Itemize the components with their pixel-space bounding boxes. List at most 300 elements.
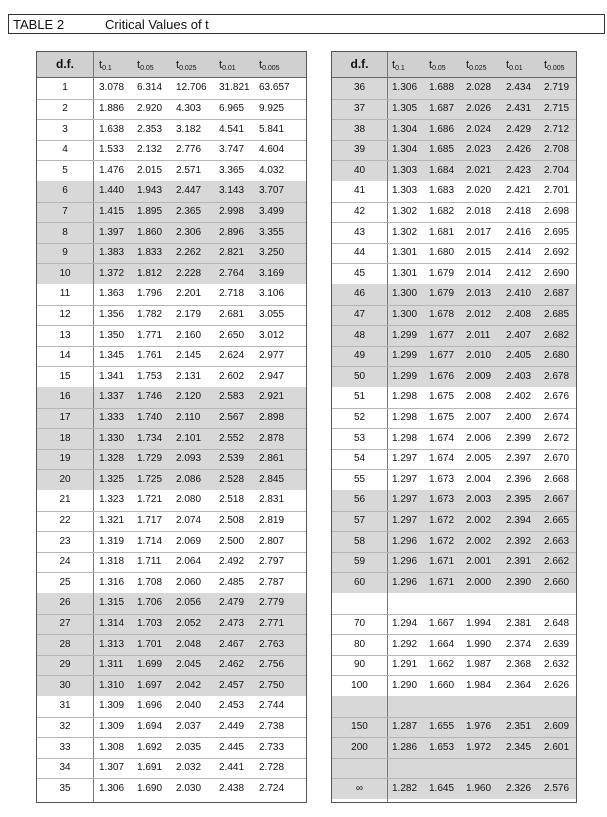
critical-value: 2.678 [544, 370, 570, 382]
header-t0025 [176, 60, 197, 74]
critical-value: 1.307 [99, 762, 125, 774]
critical-value: 4.303 [176, 102, 202, 114]
critical-value: 2.004 [466, 473, 492, 485]
critical-value: 2.326 [506, 782, 532, 794]
critical-value: 1.683 [429, 185, 455, 197]
critical-value: 1.301 [392, 247, 418, 259]
row-separator [332, 531, 576, 532]
row-separator [332, 119, 576, 120]
header-t0005 [544, 60, 565, 74]
row-separator [37, 366, 306, 367]
df-value: 41 [353, 185, 366, 197]
critical-value: 2.396 [506, 473, 532, 485]
critical-value: 1.397 [99, 226, 125, 238]
critical-value: 1.678 [429, 308, 455, 320]
table-number: TABLE 2 [13, 17, 65, 32]
row-separator [332, 263, 576, 264]
critical-value: 2.002 [466, 535, 492, 547]
critical-value: 2.015 [137, 164, 163, 176]
critical-value: 2.797 [259, 556, 285, 568]
df-value: 37 [353, 102, 366, 114]
critical-value: 2.650 [219, 329, 245, 341]
critical-value: 2.392 [506, 535, 532, 547]
critical-value: 2.715 [544, 102, 570, 114]
critical-value: 2.692 [544, 247, 570, 259]
critical-value: 1.314 [99, 617, 125, 629]
critical-value: 2.000 [466, 576, 492, 588]
critical-value: 2.685 [544, 308, 570, 320]
critical-value: 3.250 [259, 247, 285, 259]
row-separator [37, 222, 306, 223]
critical-value: 1.363 [99, 288, 125, 300]
critical-value: 2.831 [259, 494, 285, 506]
df-value: 2 [62, 102, 68, 114]
row-separator [37, 325, 306, 326]
df-value: 38 [353, 123, 366, 135]
critical-value: 1.860 [137, 226, 163, 238]
row-separator [37, 469, 306, 470]
critical-value: 2.528 [219, 473, 245, 485]
critical-value: 1.303 [392, 164, 418, 176]
critical-value: 1.671 [429, 576, 455, 588]
df-value: 90 [353, 659, 366, 671]
critical-value: 2.368 [506, 659, 532, 671]
table-title: Critical Values of t [105, 17, 209, 32]
critical-value: 3.012 [259, 329, 285, 341]
critical-value: 2.080 [176, 494, 202, 506]
critical-value: 2.403 [506, 370, 532, 382]
critical-value: 1.297 [392, 514, 418, 526]
critical-value: 1.699 [137, 659, 163, 671]
df-value: 36 [353, 82, 366, 94]
row-separator [332, 305, 576, 306]
critical-value: 1.341 [99, 370, 125, 382]
critical-value: 1.321 [99, 514, 125, 526]
df-value: 24 [59, 556, 71, 568]
df-value: 150 [351, 720, 368, 732]
critical-value: 3.169 [259, 267, 285, 279]
critical-value: 1.304 [392, 123, 418, 135]
row-separator [332, 614, 576, 615]
row-separator [37, 552, 306, 553]
df-value: 32 [59, 720, 71, 732]
critical-value: 2.609 [544, 720, 570, 732]
df-value: 49 [353, 350, 366, 362]
df-value: 35 [59, 782, 71, 794]
df-value: 17 [59, 411, 71, 423]
critical-value: 1.734 [137, 432, 163, 444]
critical-value: 3.707 [259, 185, 285, 197]
critical-value: 2.364 [506, 679, 532, 691]
df-value: 4 [62, 144, 68, 156]
critical-value: 2.374 [506, 638, 532, 650]
critical-value: 1.673 [429, 494, 455, 506]
row-separator [37, 511, 306, 512]
critical-value: 2.632 [544, 659, 570, 671]
header-t-subscript: 0.025 [179, 65, 197, 72]
row-separator [37, 408, 306, 409]
critical-value: 1.299 [392, 350, 418, 362]
critical-value: 2.718 [219, 288, 245, 300]
critical-value: 2.052 [176, 617, 202, 629]
df-value: 11 [59, 288, 71, 300]
critical-value: 2.665 [544, 514, 570, 526]
df-value: 29 [59, 659, 71, 671]
critical-value: 2.405 [506, 350, 532, 362]
critical-value: 1.294 [392, 617, 418, 629]
row-separator [37, 572, 306, 573]
critical-value: 2.776 [176, 144, 202, 156]
critical-value: 2.069 [176, 535, 202, 547]
critical-value: 1.684 [429, 164, 455, 176]
df-value: 33 [59, 741, 71, 753]
critical-value: 2.032 [176, 762, 202, 774]
header-t01 [99, 60, 112, 74]
critical-value: 1.383 [99, 247, 125, 259]
header-t-subscript: 0.005 [262, 65, 280, 72]
critical-value: 2.120 [176, 391, 202, 403]
header-t-subscript: 0.025 [469, 65, 487, 72]
row-separator [37, 140, 306, 141]
critical-value: 1.886 [99, 102, 125, 114]
df-value: 6 [62, 185, 68, 197]
critical-value: 2.674 [544, 411, 570, 423]
critical-value: 2.704 [544, 164, 570, 176]
critical-value: 1.301 [392, 267, 418, 279]
critical-value: 2.306 [176, 226, 202, 238]
critical-value: 1.994 [466, 617, 492, 629]
header-t-symbol: t [259, 59, 263, 71]
critical-value: 1.297 [392, 473, 418, 485]
critical-value: 1.305 [392, 102, 418, 114]
critical-value: 2.014 [466, 267, 492, 279]
critical-value: 1.303 [392, 185, 418, 197]
row-separator [37, 119, 306, 120]
df-value: 34 [59, 762, 71, 774]
df-value: 22 [59, 514, 71, 526]
df-value: 47 [353, 308, 366, 320]
critical-value: 2.007 [466, 411, 492, 423]
df-value: 42 [353, 205, 366, 217]
df-value: 30 [59, 679, 71, 691]
critical-value: 1.677 [429, 329, 455, 341]
critical-value: 1.664 [429, 638, 455, 650]
df-value: 50 [353, 370, 366, 382]
critical-value: 1.725 [137, 473, 163, 485]
critical-value: 2.002 [466, 514, 492, 526]
df-value: 200 [351, 741, 368, 753]
df-value: 25 [59, 576, 71, 588]
critical-value: 1.691 [137, 762, 163, 774]
critical-value: 1.310 [99, 679, 125, 691]
header-t-subscript: 0.01 [509, 65, 523, 72]
critical-value: 1.296 [392, 556, 418, 568]
critical-value: 1.653 [429, 741, 455, 753]
df-value: 44 [353, 247, 366, 259]
df-value: 51 [353, 391, 366, 403]
critical-value: 1.687 [429, 102, 455, 114]
critical-value: 2.624 [219, 350, 245, 362]
header-t-symbol: t [219, 59, 223, 71]
critical-value: 2.010 [466, 350, 492, 362]
critical-value: 2.744 [259, 700, 285, 712]
critical-value: 2.670 [544, 453, 570, 465]
row-separator [332, 655, 576, 656]
critical-value: 2.492 [219, 556, 245, 568]
critical-value: 2.998 [219, 205, 245, 217]
header-df: d.f. [350, 57, 369, 71]
critical-value: 1.782 [137, 308, 163, 320]
header-t-symbol: t [99, 59, 103, 71]
df-value: 57 [353, 514, 366, 526]
critical-value: 1.812 [137, 267, 163, 279]
critical-value: 1.302 [392, 226, 418, 238]
critical-value: 2.040 [176, 700, 202, 712]
critical-value: 2.201 [176, 288, 202, 300]
critical-value: 2.262 [176, 247, 202, 259]
critical-value: 1.662 [429, 659, 455, 671]
critical-value: 3.182 [176, 123, 202, 135]
critical-value: 2.681 [219, 308, 245, 320]
critical-value: 2.449 [219, 720, 245, 732]
df-value: 53 [353, 432, 366, 444]
critical-value: 2.418 [506, 205, 532, 217]
critical-value: 2.042 [176, 679, 202, 691]
critical-value: 1.308 [99, 741, 125, 753]
critical-value: 2.733 [259, 741, 285, 753]
critical-value: 2.395 [506, 494, 532, 506]
row-separator [332, 634, 576, 635]
critical-value: 2.426 [506, 144, 532, 156]
critical-value: 1.372 [99, 267, 125, 279]
critical-value: 1.685 [429, 144, 455, 156]
df-value: 27 [59, 617, 71, 629]
df-value: ∞ [355, 782, 364, 794]
df-value: 26 [59, 597, 71, 609]
critical-value: 2.005 [466, 453, 492, 465]
critical-value: 2.764 [219, 267, 245, 279]
critical-value: 3.355 [259, 226, 285, 238]
critical-value: 1.675 [429, 391, 455, 403]
critical-value: 2.021 [466, 164, 492, 176]
critical-value: 2.351 [506, 720, 532, 732]
critical-value: 2.013 [466, 288, 492, 300]
row-separator [332, 469, 576, 470]
header-t-symbol: t [176, 59, 180, 71]
header-df: d.f. [56, 57, 74, 71]
critical-value: 2.787 [259, 576, 285, 588]
critical-value: 2.728 [259, 762, 285, 774]
header-t-subscript: 0.05 [432, 65, 446, 72]
critical-value: 2.462 [219, 659, 245, 671]
df-value: 54 [353, 453, 366, 465]
critical-value: 3.078 [99, 82, 125, 94]
critical-value: 2.453 [219, 700, 245, 712]
critical-value: 1.290 [392, 679, 418, 691]
critical-value: 1.895 [137, 205, 163, 217]
critical-value: 2.921 [259, 391, 285, 403]
critical-value: 1.660 [429, 679, 455, 691]
critical-value: 1.296 [392, 576, 418, 588]
critical-value: 1.673 [429, 473, 455, 485]
critical-value: 2.819 [259, 514, 285, 526]
critical-value: 2.006 [466, 432, 492, 444]
row-separator [332, 428, 576, 429]
df-value: 55 [353, 473, 366, 485]
critical-value: 1.696 [137, 700, 163, 712]
critical-value: 2.779 [259, 597, 285, 609]
table-left-panel [36, 51, 307, 803]
df-value: 20 [59, 473, 71, 485]
df-value: 52 [353, 411, 366, 423]
row-separator [332, 675, 576, 676]
critical-value: 6.314 [137, 82, 163, 94]
critical-value: 1.680 [429, 247, 455, 259]
critical-value: 1.672 [429, 514, 455, 526]
critical-value: 2.473 [219, 617, 245, 629]
critical-value: 2.397 [506, 453, 532, 465]
table-header [332, 52, 576, 78]
df-value: 7 [62, 205, 68, 217]
df-value: 40 [353, 164, 366, 176]
critical-value: 2.179 [176, 308, 202, 320]
critical-value: 1.671 [429, 556, 455, 568]
header-t0025 [466, 60, 487, 74]
df-value: 100 [351, 679, 368, 691]
critical-value: 2.698 [544, 205, 570, 217]
critical-value: 1.302 [392, 205, 418, 217]
critical-value: 1.286 [392, 741, 418, 753]
critical-value: 1.298 [392, 391, 418, 403]
row-separator [37, 675, 306, 676]
critical-value: 3.499 [259, 205, 285, 217]
critical-value: 2.145 [176, 350, 202, 362]
critical-value: 2.518 [219, 494, 245, 506]
critical-value: 2.539 [219, 453, 245, 465]
row-separator [37, 614, 306, 615]
critical-value: 1.761 [137, 350, 163, 362]
critical-value: 2.763 [259, 638, 285, 650]
critical-value: 2.160 [176, 329, 202, 341]
critical-value: 2.011 [466, 329, 491, 341]
critical-value: 1.674 [429, 453, 455, 465]
header-t-subscript: 0.01 [222, 65, 236, 72]
critical-value: 1.328 [99, 453, 125, 465]
df-value: 15 [59, 370, 71, 382]
critical-value: 1.638 [99, 123, 125, 135]
row-separator [332, 572, 576, 573]
header-t-subscript: 0.005 [547, 65, 565, 72]
critical-value: 1.690 [137, 782, 163, 794]
row-separator [37, 758, 306, 759]
row-separator [332, 140, 576, 141]
critical-value: 2.018 [466, 205, 492, 217]
critical-value: 2.845 [259, 473, 285, 485]
row-separator [332, 511, 576, 512]
critical-value: 1.337 [99, 391, 125, 403]
critical-value: 2.434 [506, 82, 532, 94]
df-value: 39 [353, 144, 366, 156]
row-separator [37, 737, 306, 738]
critical-value: 2.441 [219, 762, 245, 774]
critical-value: 1.319 [99, 535, 125, 547]
critical-value: 1.298 [392, 411, 418, 423]
row-separator [37, 243, 306, 244]
critical-value: 1.771 [137, 329, 163, 341]
critical-value: 1.282 [392, 782, 418, 794]
row-separator [37, 778, 306, 779]
critical-value: 2.402 [506, 391, 532, 403]
critical-value: 1.675 [429, 411, 455, 423]
df-value: 46 [353, 288, 366, 300]
critical-value: 2.602 [219, 370, 245, 382]
critical-value: 1.972 [466, 741, 492, 753]
critical-value: 2.898 [259, 411, 285, 423]
critical-value: 1.350 [99, 329, 125, 341]
critical-value: 2.719 [544, 82, 570, 94]
critical-value: 1.311 [99, 659, 124, 671]
critical-value: 1.304 [392, 144, 418, 156]
critical-value: 2.861 [259, 453, 285, 465]
critical-value: 1.296 [392, 535, 418, 547]
critical-value: 1.984 [466, 679, 492, 691]
critical-value: 2.750 [259, 679, 285, 691]
header-t-symbol: t [506, 59, 510, 71]
critical-value: 2.037 [176, 720, 202, 732]
critical-value: 2.026 [466, 102, 492, 114]
critical-value: 2.438 [219, 782, 245, 794]
critical-value: 1.297 [392, 453, 418, 465]
critical-value: 2.410 [506, 288, 532, 300]
critical-value: 2.708 [544, 144, 570, 156]
critical-value: 1.476 [99, 164, 125, 176]
critical-value: 2.030 [176, 782, 202, 794]
header-t-symbol: t [392, 59, 396, 71]
critical-value: 2.878 [259, 432, 285, 444]
critical-value: 2.407 [506, 329, 532, 341]
header-t005 [137, 60, 154, 74]
critical-value: 2.064 [176, 556, 202, 568]
critical-value: 2.947 [259, 370, 285, 382]
critical-value: 9.925 [259, 102, 285, 114]
header-t005 [429, 60, 446, 74]
row-separator [37, 99, 306, 100]
critical-value: 2.660 [544, 576, 570, 588]
critical-value: 2.416 [506, 226, 532, 238]
row-separator [332, 778, 576, 779]
critical-value: 2.400 [506, 411, 532, 423]
df-value: 60 [353, 576, 366, 588]
critical-value: 1.299 [392, 329, 418, 341]
critical-value: 2.408 [506, 308, 532, 320]
critical-value: 1.674 [429, 432, 455, 444]
critical-value: 2.110 [176, 411, 201, 423]
df-column-divider [387, 52, 388, 802]
critical-value: 2.695 [544, 226, 570, 238]
critical-value: 3.143 [219, 185, 245, 197]
critical-value: 1.330 [99, 432, 125, 444]
critical-value: 2.086 [176, 473, 202, 485]
row-separator [37, 428, 306, 429]
critical-value: 2.601 [544, 741, 570, 753]
critical-value: 2.056 [176, 597, 202, 609]
critical-value: 2.228 [176, 267, 202, 279]
critical-value: 2.009 [466, 370, 492, 382]
critical-value: 2.394 [506, 514, 532, 526]
critical-value: 4.541 [219, 123, 245, 135]
critical-value: 2.626 [544, 679, 570, 691]
critical-value: 1.323 [99, 494, 125, 506]
